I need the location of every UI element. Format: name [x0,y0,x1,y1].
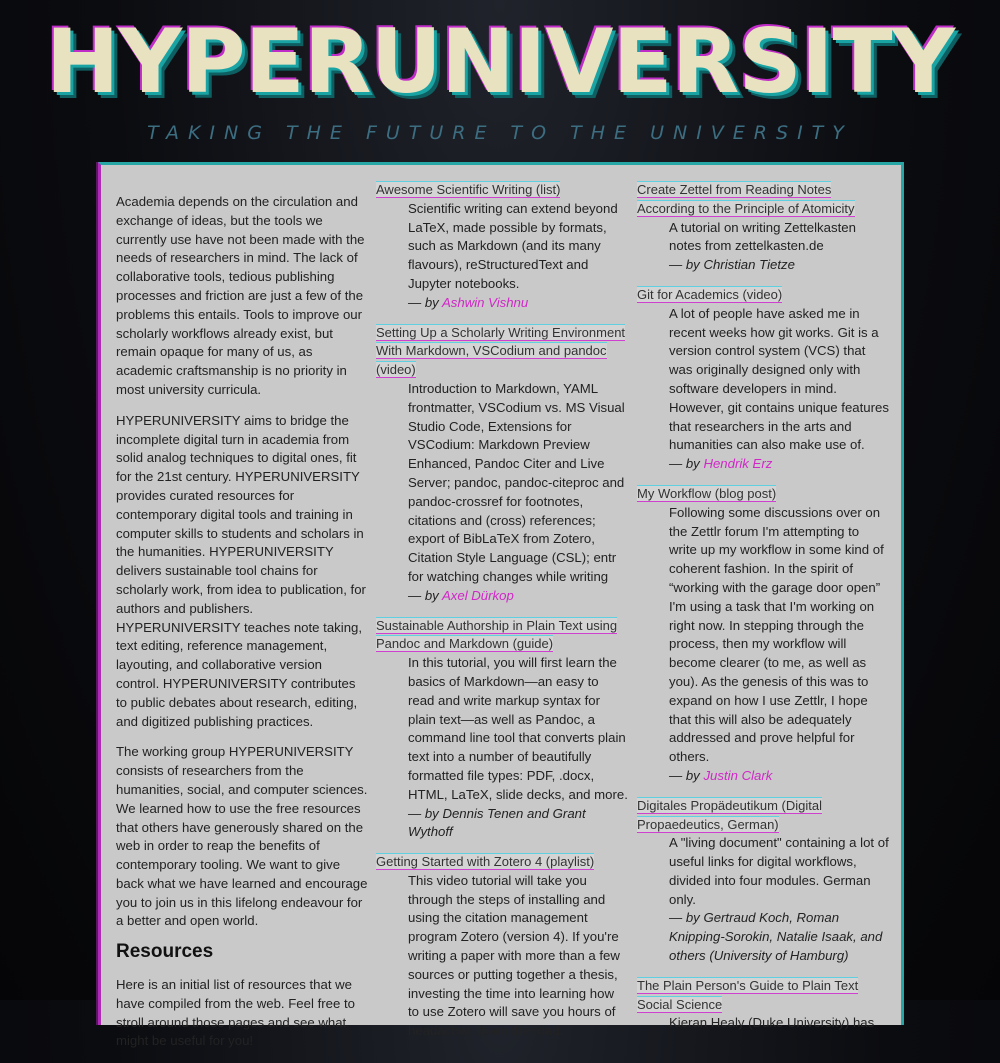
intro-paragraph: HYPERUNIVERSITY aims to bridge the incomplete digital turn in academia from solid analog techniques to digital ones, fit for the 21st century. HYPERUNIVERSITY provides curated resources for contemporary digital tools and training in computer skills to students and scholars in the humanities. HYPERUNIVERSITY delivers sustainable tool chains for scholarly work, from idea to publication, for authors and publishers. HYPERUNIVERSITY teaches note taking, text editing, reference management, layouting, and collaborative version control. HYPERUNIVERSITY contributes to public debates about research, editing, and digitized publishing practices. [116,412,366,729]
site-logo[interactable]: HYPERUNIVERSITY [45,10,955,113]
resource-description: A "living document" containing a lot of useful links for digital workflows, divided into four modules. German only. [669,835,889,907]
content-panel [98,162,904,1049]
resource-description: In this tutorial, you will first learn the basics of Markdown—an easy to read and write markup syntax for plain text—as well as Pandoc, a command line tool that converts plain text into a number of beautifully formatted file types: PDF, .docx, HTML, LaTeX, slide decks, and more. [408,655,628,802]
resource-link[interactable]: Setting Up a Scholarly Writing Environment With Markdown, VSCodium and pandoc (video) [376,324,626,378]
resource-byline: — by Hendrik Erz [669,456,773,472]
resource-item [637,485,889,786]
intro-paragraph: Academia depends on the circulation and exchange of ideas, but the tools we currently use have not been made with the needs of researchers in mind. The lack of collaborative tools, tedious publishing processes and friction are just a few of the problems this entails. Tools to improve our scholarly workflows already exist, but remain opaque for many of us, as academic craftsmanship is no priority in most university curricula. [116,194,365,397]
resource-link[interactable]: Sustainable Authorship in Plain Text using Pandoc and Markdown (guide) [376,617,618,652]
resource-item [376,853,628,1041]
resource-description: Kieran Healy (Duke University) has [669,1015,875,1031]
intro-column [116,193,368,1063]
resource-item [637,797,889,966]
resource-description: Following some discussions over on the Zettlr forum I'm attempting to write up my workflow in some kind of coherent fashion. In the spirit of “working with the garage door open” I'm using a task that I'm working on right now. In stepping through the process, then my workflow will become clearer (to me, as well as you). As the genesis of this was to expand on how I use Zettlr, I hope that this will also be adequately addressed and prove helpful for others. [669,504,884,765]
resource-item [637,286,889,474]
resource-link[interactable]: Digitales Propädeutikum (Digital Propaedeutics, German) [637,797,822,832]
resource-link[interactable]: Getting Started with Zotero 4 (playlist) [376,854,595,870]
tagline: TAKING THE FUTURE TO THE UNIVERSITY [147,122,853,144]
resource-description: Introduction to Markdown, YAML frontmatter, VSCodium vs. MS Visual Studio Code, Extensions for VSCodium: Markdown Preview Enhanced, Pandoc Citer and Live Server; pandoc, pandoc-citeproc and pandoc-crossref for footnotes, citations and (cross) references; export of BibLaTeX from Zotero, Citation Style Language (CSL); entr for watching changes while writing [408,380,625,584]
intro-paragraph: Here is an initial list of resources that we have compiled from the web. Feel free to stroll around those pages and see what might be useful for you! [116,977,355,1049]
resources-column-1 [376,181,628,1052]
resource-byline: — by Dennis Tenen and Grant Wythoff [408,805,586,840]
intro-paragraph: The working group HYPERUNIVERSITY consists of researchers from the humanities, social, and computer sciences. We learned how to use the free resources that others have generously shared on the web in order to reap the benefits of contemporary tooling. We want to give back what we have learned and encourage you to join us in this lifelong endeavour for a better and open world. [116,744,368,929]
resources-column-2 [637,181,889,1044]
resource-link[interactable]: Git for Academics (video) [637,286,783,302]
resource-link[interactable]: The Plain Person's Guide to Plain Text Social Science [637,977,859,1012]
resource-link[interactable]: My Workflow (blog post) [637,485,777,501]
resource-byline: — by Axel Dürkop [408,587,514,603]
resource-description: Scientific writing can extend beyond LaTeX, made possible by formats, such as Markdown (and its many flavours), reStructuredText and Jupyter notebooks. [408,200,618,291]
author-link[interactable]: Ashwin Vishnu [441,294,529,310]
resource-description: A lot of people have asked me in recent weeks how git works. Git is a version control system (VCS) that was originally designed only with software developers in mind. However, git contains unique features that researchers in the arts and humanities can also make use of. [669,305,889,453]
resource-item [637,977,889,1033]
author-link[interactable]: Justin Clark [703,767,773,783]
resource-description: A tutorial on writing Zettelkasten notes from zettelkasten.de [669,219,856,254]
resource-item [376,181,628,313]
resource-byline: — by Gertraud Koch, Roman Knipping-Sorokin, Natalie Isaak, and others (University of Hamburg) [669,910,883,964]
resources-heading: Resources [116,941,214,963]
resource-byline: — by Christian Tietze [669,257,795,273]
resource-link[interactable]: Create Zettel from Reading Notes According to the Principle of Atomicity [637,182,855,216]
author-link[interactable]: Axel Dürkop [441,587,514,603]
resource-byline: — by Justin Clark [669,767,773,783]
resource-byline: — by Ashwin Vishnu [408,294,529,310]
resource-item [376,617,628,843]
resource-description: This video tutorial will take you through the steps of installing and using the citation management program Zotero (version 4). If you're writing a paper with more than a few sources or putting together a thesis, investing the time into learning how to use Zotero will save you hours of headaches down the road. [408,872,620,1039]
resource-link[interactable]: Awesome Scientific Writing (list) [376,182,561,197]
author-link[interactable]: Hendrik Erz [703,456,773,472]
resource-item [637,181,889,275]
resource-item [376,324,628,606]
